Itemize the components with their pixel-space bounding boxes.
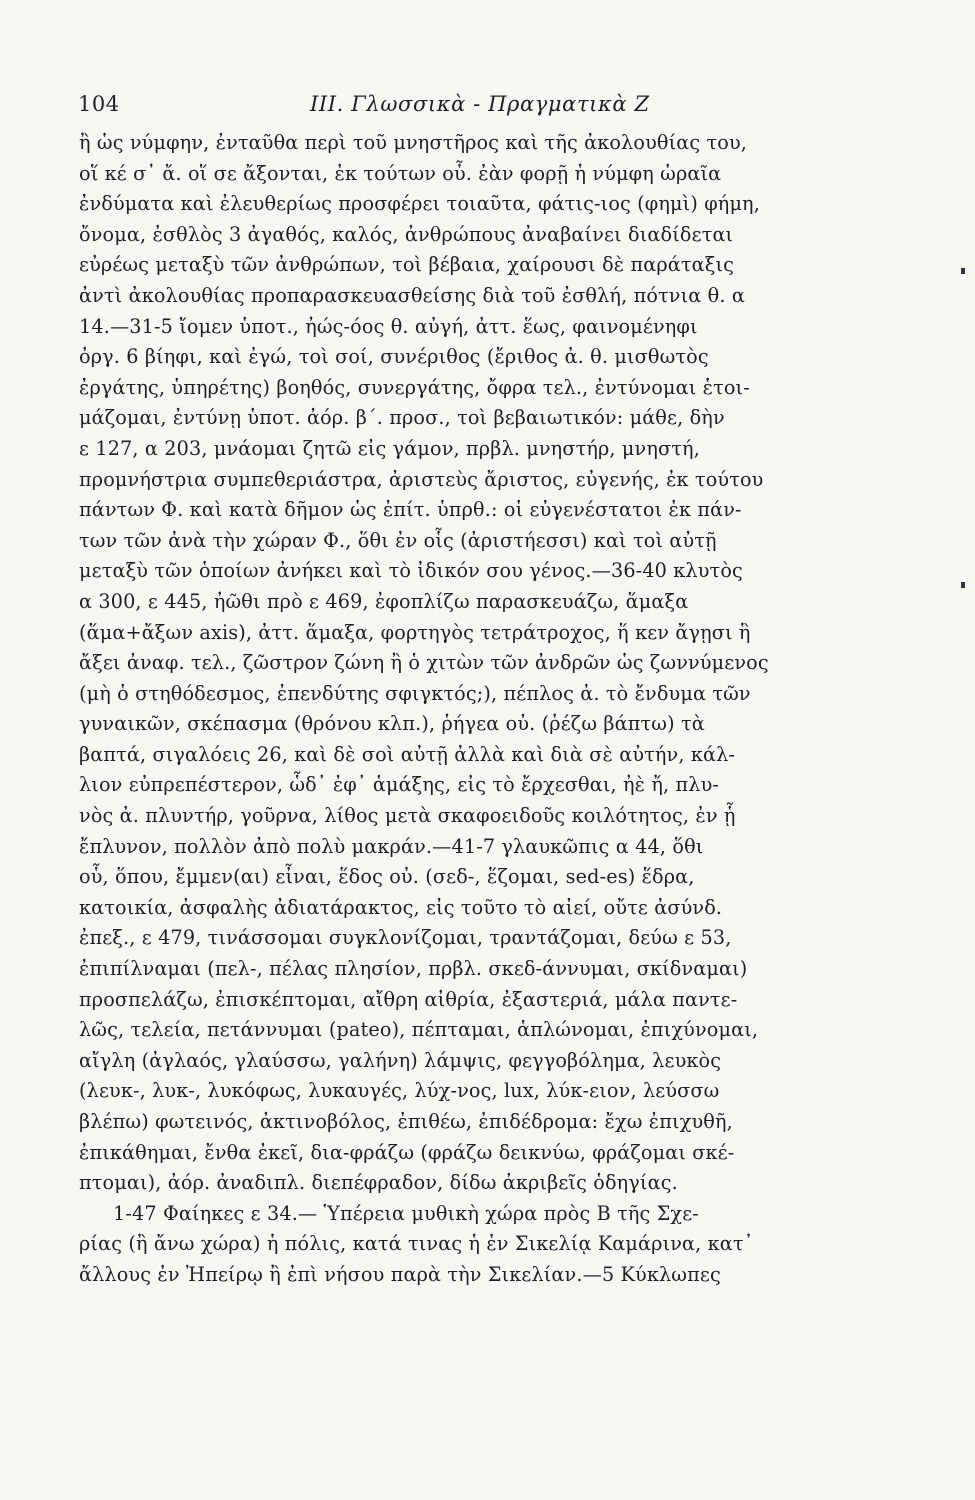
text-line: ρίας (ἢ ἄνω χώρα) ἡ πόλις, κατά τινας ἡ ἐν Σικελίᾳ Καμάρινα, κατ᾽ [79,1232,754,1256]
text-line: λῶς, τελεία, πετάννυμαι (pateo), πέπταμαι, ἁπλώνομαι, ἐπιχύνομαι, [79,1018,759,1042]
text-line: ε 127, α 203, μνάομαι ζητῶ εἰς γάμον, πρβλ. μνηστήρ, μνηστή, [79,436,700,460]
text-line: ἄλλους ἐν Ἠπείρῳ ἢ ἐπὶ νήσου παρὰ τὴν Σικελίαν.—5 Κύκλωπες [79,1262,721,1286]
text-line: ἐργάτης, ὑπηρέτης) βοηθός, συνεργάτης, ὄφρα τελ., ἐντύνομαι ἑτοι- [79,375,750,399]
text-line: προμνήστρια συμπεθεριάστρα, ἀριστεὺς ἄριστος, εὐγενής, ἐκ τούτου [79,467,764,491]
text-line: πάντων Φ. καὶ κατὰ δῆμον ὡς ἐπίτ. ὑπρθ.: οἱ εὐγενέστατοι ἐκ πάν- [79,498,742,522]
text-line: λιον εὐπρεπέστερον, ὧδ᾽ ἐφ᾽ ἁμάξης, εἰς τὸ ἔρχεσθαι, ἠὲ ἤ, πλυ- [79,773,720,797]
text-line: προσπελάζω, ἐπισκέπτομαι, αἴθρη αἰθρία, ἐξαστεριά, μάλα παντε- [79,987,738,1011]
text-line: πτομαι), ἀόρ. ἀναδιπλ. διεπέφραδον, δίδω ἀκριβεῖς ὁδηγίας. [79,1171,678,1195]
commentary-text [79,128,849,1291]
text-line: μεταξὺ τῶν ὁποίων ἀνήκει καὶ τὸ ἰδικόν σου γένος.—36-40 κλυτὸς [79,559,743,583]
text-line: εὐρέως μεταξὺ τῶν ἀνθρώπων, τοὶ βέβαια, χαίρουσι δὲ παράταξις [79,253,735,277]
text-line: ἔπλυνον, πολλὸν ἀπὸ πολὺ μακράν.—41-7 γλαυκῶπις α 44, ὅθι [79,834,704,858]
text-line: (μὴ ὁ στηθόδεσμος, ἐπενδύτης σφιγκτός;), πέπλος ἀ. τὸ ἔνδυμα τῶν [79,681,751,705]
text-line: νὸς ἀ. πλυντήρ, γοῦρνα, λίθος μετὰ σκαφοειδοῦς κοιλότητος, ἐν ᾗ [79,804,736,828]
edge-mark [961,582,965,588]
text-line: ἐπιπίλναμαι (πελ-, πέλας πλησίον, πρβλ. σκεδ-άννυμαι, σκίδναμαι) [79,957,748,981]
text-line: γυναικῶν, σκέπασμα (θρόνου κλπ.), ῥήγεα οὐ. (ῥέζω βάπτω) τὰ [79,712,705,736]
text-line: οὗ, ὅπου, ἔμμεν(αι) εἶναι, ἕδος οὐ. (σεδ-, ἕζομαι, sed-es) ἕδρα, [79,865,695,889]
text-line: κατοικία, ἀσφαλὴς ἀδιατάρακτος, εἰς τοῦτο τὸ αἰεί, οὔτε ἀσύνδ. [79,895,723,919]
text-line: αἴγλη (ἀγλαός, γλαύσσω, γαλήνη) λάμψις, φεγγοβόλημα, λευκὸς [79,1048,722,1072]
text-line: ὄνομα, ἐσθλὸς 3 ἀγαθός, καλός, ἀνθρώπους ἀναβαίνει διαδίδεται [79,222,734,246]
edge-mark [961,268,965,274]
text-line: (λευκ-, λυκ-, λυκόφως, λυκαυγές, λύχ-νος, lux, λύκ-ειον, λεύσσω [79,1079,720,1103]
text-line: των τῶν ἀνὰ τὴν χώραν Φ., ὅθι ἐν οἷς (ἀριστήεσσι) καὶ τοὶ αὐτῇ [79,528,717,552]
text-line: οἵ κέ σ᾽ ἄ. οἵ σε ἄξονται, ἐκ τούτων οὗ. ἐὰν φορῇ ἡ νύμφη ὡραῖα [79,161,722,185]
text-line: 1-47 Φαίηκες ε 34.— Ὑπέρεια μυθικὴ χώρα πρὸς Β τῆς Σχε- [113,1201,699,1225]
running-head: III. Γλωσσικὰ - Πραγματικὰ Ζ [310,92,650,116]
text-line: ἢ ὡς νύμφην, ἐνταῦθα περὶ τοῦ μνηστῆρος καὶ τῆς ἀκολουθίας του, [79,131,748,154]
text-line: ἄξει ἀναφ. τελ., ζῶστρον ζώνη ἢ ὁ χιτὼν τῶν ἀνδρῶν ὡς ζωννύμενος [79,651,769,675]
text-line: ὀργ. 6 βίηφι, καὶ ἐγώ, τοὶ σοί, συνέριθος (ἔριθος ἀ. θ. μισθωτὸς [79,345,709,369]
page-number: 104 [78,92,120,116]
text-line: ἐπικάθημαι, ἔνθα ἐκεῖ, δια-φράζω (φράζω δεικνύω, φράζομαι σκέ- [79,1140,735,1164]
text-line: ἐπεξ., ε 479, τινάσσομαι συγκλονίζομαι, τραντάζομαι, δεύω ε 53, [79,926,732,950]
text-line: βλέπω) φωτεινός, ἀκτινοβόλος, ἐπιθέω, ἐπιδέδρομα: ἔχω ἐπιχυθῆ, [79,1110,733,1133]
text-line: μάζομαι, ἐντύνῃ ὑποτ. ἀόρ. β΄. προσ., τοὶ βεβαιωτικόν: μάθε, δὴν [79,406,725,430]
text-line: ἀντὶ ἀκολουθίας προπαρασκευασθείσης διὰ τοῦ ἐσθλή, πότνια θ. α [79,283,745,307]
text-line: ἐνδύματα καὶ ἐλευθερίως προσφέρει τοιαῦτα, φάτις-ιος (φημὶ) φήμη, [79,192,760,216]
text-line: βαπτά, σιγαλόεις 26, καὶ δὲ σοὶ αὐτῇ ἀλλὰ καὶ διὰ σὲ αὐτήν, κάλ- [79,742,736,766]
text-line: α 300, ε 445, ἠῶθι πρὸ ε 469, ἐφοπλίζω παρασκευάζω, ἅμαξα [79,589,689,613]
text-line: (ἅμα+ἄξων axis), ἀττ. ἅμαξα, φορτηγὸς τετράτροχος, ἥ κεν ἄγῃσι ἣ [79,620,751,644]
text-line: 14.—31-5 ἴομεν ὑποτ., ἠώς-όος θ. αὐγή, ἀττ. ἕως, φαινομένηφι [79,314,698,338]
